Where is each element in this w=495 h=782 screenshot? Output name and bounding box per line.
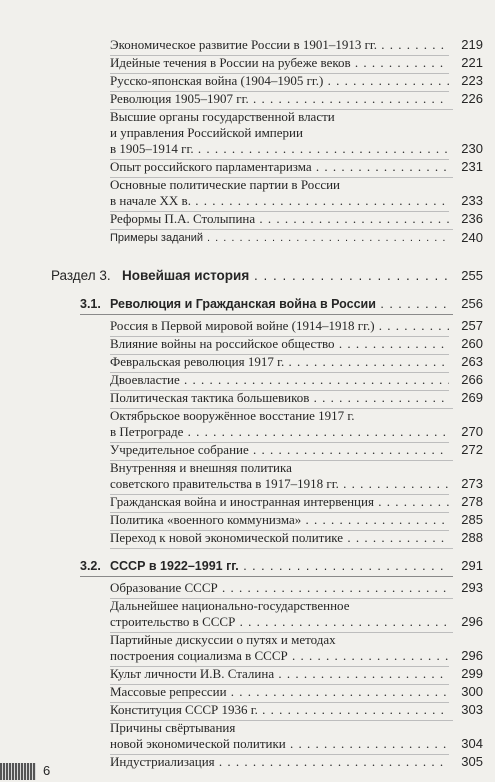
toc-entry bbox=[0, 684, 495, 700]
toc-entry bbox=[0, 476, 495, 492]
toc-entry bbox=[0, 648, 495, 664]
toc-entry bbox=[0, 494, 495, 510]
toc-entry bbox=[0, 512, 495, 528]
toc-entry-title: Политическая тактика большевиков . . . bbox=[110, 390, 453, 406]
chapter-heading bbox=[0, 558, 495, 574]
toc-entry bbox=[0, 336, 495, 352]
toc-entry-page: 221 bbox=[449, 55, 483, 71]
toc-entry bbox=[0, 125, 495, 141]
toc-entry-page: 226 bbox=[449, 91, 483, 107]
toc-entry bbox=[0, 736, 495, 752]
toc-entry-title: советского правительства в 1917–1918 гг. . . . bbox=[110, 476, 453, 492]
toc-entry-title: Влияние войны на российское общество . . . bbox=[110, 336, 453, 352]
toc-entry-page: 299 bbox=[449, 666, 483, 682]
toc-entry-title: Основные политические партии в России bbox=[110, 177, 341, 192]
toc-entry-title: Культ личности И.В. Сталина . . . bbox=[110, 666, 453, 682]
toc-entry bbox=[0, 754, 495, 770]
toc-entry bbox=[0, 318, 495, 334]
toc-entry-title: Образование СССР . . . bbox=[110, 580, 453, 596]
toc-entry-title: Октябрьское вооружённое восстание 1917 г. bbox=[110, 408, 355, 423]
toc-entry-page: 231 bbox=[449, 159, 483, 175]
toc-entry-title: в 1905–1914 гг. . . . bbox=[110, 141, 453, 157]
toc-entry-page: 270 bbox=[449, 424, 483, 440]
toc-entry-title: Двоевластие . . . bbox=[110, 372, 453, 388]
toc-entry bbox=[0, 37, 495, 53]
toc-entry-title: Переход к новой экономической политике . . . bbox=[110, 530, 453, 546]
section-title: Новейшая история . . . bbox=[122, 268, 453, 284]
page-number: 6 bbox=[43, 763, 51, 778]
toc-entry-title: Внутренняя и внешняя политика bbox=[110, 460, 292, 475]
chapter-page: 291 bbox=[449, 558, 483, 574]
chapter-number: 3.2. bbox=[80, 559, 101, 573]
toc-entry-page: 272 bbox=[449, 442, 483, 458]
toc-entry-page: 233 bbox=[449, 193, 483, 209]
toc-entry-page: 263 bbox=[449, 354, 483, 370]
toc-entry bbox=[0, 193, 495, 209]
toc-entry bbox=[0, 530, 495, 546]
toc-entry bbox=[0, 91, 495, 107]
section-page: 255 bbox=[449, 268, 483, 284]
toc-entry bbox=[0, 109, 495, 125]
toc-entry-title: построения социализма в СССР . . . bbox=[110, 648, 453, 664]
toc-entry bbox=[0, 702, 495, 718]
toc-entry-page: 296 bbox=[449, 614, 483, 630]
toc-entry-title: Политика «военного коммунизма» . . . bbox=[110, 512, 453, 528]
chapter-title: Революция и Гражданская война в России . . . bbox=[110, 296, 453, 312]
toc-entry-title: новой экономической политики . . . bbox=[110, 736, 453, 752]
toc-entry-page: 303 bbox=[449, 702, 483, 718]
toc-entry-page: 288 bbox=[449, 530, 483, 546]
toc-entry-title: Революция 1905–1907 гг. . . . bbox=[110, 91, 453, 107]
toc-entry-title: Дальнейшее национально-государственное bbox=[110, 598, 350, 613]
toc-entry bbox=[0, 408, 495, 424]
toc-entry-page: 300 bbox=[449, 684, 483, 700]
toc-entry-page: 236 bbox=[449, 211, 483, 227]
toc-entry bbox=[0, 720, 495, 736]
toc-entry-title: Февральская революция 1917 г. . . . bbox=[110, 354, 453, 370]
toc-entry bbox=[0, 580, 495, 596]
toc-entry-title: Опыт российского парламентаризма . . . bbox=[110, 159, 453, 175]
toc-entry-title: Русско-японская война (1904–1905 гг.) . . . bbox=[110, 73, 453, 89]
page-edge-marker bbox=[0, 763, 36, 780]
toc-entry bbox=[0, 177, 495, 193]
toc-entry bbox=[0, 666, 495, 682]
toc-entry bbox=[0, 211, 495, 227]
toc-entry bbox=[0, 442, 495, 458]
toc-entry-title: в Петрограде . . . bbox=[110, 424, 453, 440]
toc-entry bbox=[0, 141, 495, 157]
toc-examples bbox=[0, 230, 495, 246]
toc-entry bbox=[0, 614, 495, 630]
toc-entry bbox=[0, 390, 495, 406]
toc-entry-page: 223 bbox=[449, 73, 483, 89]
toc-entry bbox=[0, 55, 495, 71]
toc-entry bbox=[0, 159, 495, 175]
toc-entry-title: Индустриализация . . . bbox=[110, 754, 453, 770]
toc-entry-page: 269 bbox=[449, 390, 483, 406]
toc-entry bbox=[0, 354, 495, 370]
chapter-page: 256 bbox=[449, 296, 483, 312]
toc-entry-page: 304 bbox=[449, 736, 483, 752]
toc-entry-title: в начале XX в. . . . bbox=[110, 193, 453, 209]
toc-entry bbox=[0, 460, 495, 476]
toc-entry-title: Партийные дискуссии о путях и методах bbox=[110, 632, 336, 647]
toc-entry-page: 260 bbox=[449, 336, 483, 352]
toc-entry-title: Гражданская война и иностранная интервенция . . . bbox=[110, 494, 453, 510]
chapter-title: СССР в 1922–1991 гг. . . . bbox=[110, 558, 453, 574]
toc-entry-page: 305 bbox=[449, 754, 483, 770]
toc-entry-title: Причины свёртывания bbox=[110, 720, 236, 735]
toc-entry-page: 257 bbox=[449, 318, 483, 334]
toc-entry-title: Конституция СССР 1936 г. . . . bbox=[110, 702, 453, 718]
toc-entry-title: строительство в СССР . . . bbox=[110, 614, 453, 630]
toc-entry-title: Россия в Первой мировой войне (1914–1918 гг.) . . . bbox=[110, 318, 453, 334]
section-heading bbox=[0, 268, 495, 284]
toc-entry bbox=[0, 424, 495, 440]
toc-entry-title: Реформы П.А. Столыпина . . . bbox=[110, 211, 453, 227]
toc-entry-title: Примеры заданий . . . bbox=[110, 230, 453, 246]
toc-entry-page: 230 bbox=[449, 141, 483, 157]
toc-entry-page: 293 bbox=[449, 580, 483, 596]
toc-entry-page: 219 bbox=[449, 37, 483, 53]
toc-entry-title: Учредительное собрание . . . bbox=[110, 442, 453, 458]
toc-entry bbox=[0, 73, 495, 89]
toc-entry-title: Массовые репрессии . . . bbox=[110, 684, 453, 700]
toc-entry-page: 266 bbox=[449, 372, 483, 388]
toc-entry-title: и управления Российской империи bbox=[110, 125, 303, 140]
toc-entry-title: Идейные течения в России на рубеже веков . . . bbox=[110, 55, 453, 71]
chapter-heading bbox=[0, 296, 495, 312]
toc-entry-title: Экономическое развитие России в 1901–1913 гг. . . . bbox=[110, 37, 453, 53]
toc-entry-page: 285 bbox=[449, 512, 483, 528]
toc-entry bbox=[0, 632, 495, 648]
toc-entry-page: 278 bbox=[449, 494, 483, 510]
toc-entry-title: Высшие органы государственной власти bbox=[110, 109, 335, 124]
toc-entry-page: 273 bbox=[449, 476, 483, 492]
toc-entry-page: 240 bbox=[449, 230, 483, 246]
toc-entry bbox=[0, 372, 495, 388]
section-label: Раздел 3. bbox=[51, 268, 111, 283]
chapter-number: 3.1. bbox=[80, 297, 101, 311]
toc-entry-page: 296 bbox=[449, 648, 483, 664]
toc-entry bbox=[0, 598, 495, 614]
